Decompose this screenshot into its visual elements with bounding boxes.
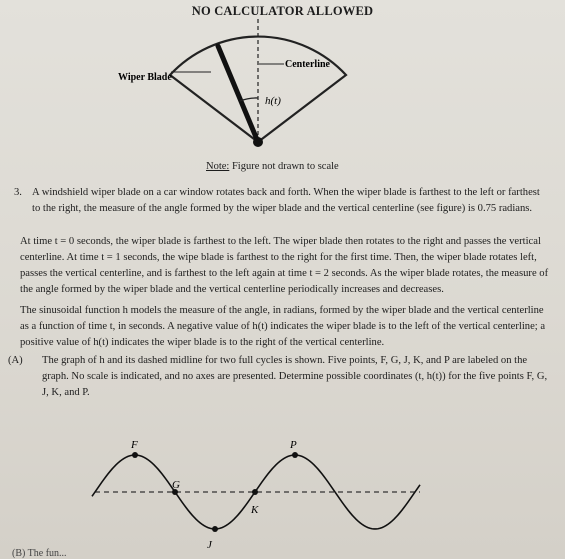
label-J: J bbox=[207, 539, 212, 551]
label-P: P bbox=[290, 439, 297, 451]
part-b-label: (B) bbox=[12, 548, 26, 559]
angle-label: h(t) bbox=[265, 95, 281, 107]
note-prefix: Note: bbox=[206, 161, 230, 172]
problem-number: 3. bbox=[14, 187, 22, 198]
note-text: Figure not drawn to scale bbox=[229, 161, 339, 172]
point-K bbox=[252, 489, 258, 495]
problem-paragraph-2: At time t = 0 seconds, the wiper blade is farthest to the left. The wiper blade then rotates to the right and passes the vertical centerline. At time t = 1 seconds, the wipe blade is farthest to the right for the first time. Then, the wiper blade rotates left, passes the vertical centerline, and is farthest to the left again at time t = 2 seconds. As the wiper blade rotates, the measure of the angle formed by the wiper blade and the vertical centerline periodically increases and decreases. bbox=[20, 236, 549, 295]
centerline-label: Centerline bbox=[285, 59, 330, 70]
part-a-label: (A) bbox=[8, 355, 23, 366]
wiper-blade-label: Wiper Blade bbox=[118, 72, 172, 83]
part-b-text: The fun... bbox=[27, 548, 67, 559]
label-K: K bbox=[251, 504, 259, 516]
point-J bbox=[212, 526, 218, 532]
label-G: G bbox=[172, 479, 180, 491]
part-a-text: The graph of h and its dashed midline for two full cycles is shown. Five points, F, G, J, K, and P are labeled on the graph. No scale is indicated, and no axes are presented. Determine possible coordinates (t, h(t)) for the five points F, G, J, K, and P. bbox=[42, 355, 548, 398]
problem-text-1: A windshield wiper blade on a car window rotates back and forth. When the wiper blade is farthest to the left or farthest to the right, the measure of the angle formed by the wiper blade and the vertical centerline (see figure) is 0.75 radians. bbox=[32, 187, 540, 214]
page-title: NO CALCULATOR ALLOWED bbox=[191, 4, 374, 18]
problem-paragraph-3: The sinusoidal function h models the measure of the angle, in radians, formed by the wiper blade and the vertical centerline as a function of time t, in seconds. A negative value of h(t) indicates the wiper blade is to the left of the vertical centerline; a positive value of h(t) indicates the wiper blade is to the right of the vertical centerline. bbox=[20, 305, 546, 348]
point-F bbox=[132, 452, 138, 458]
label-F: F bbox=[131, 439, 138, 451]
part-b-cutoff bbox=[12, 548, 67, 559]
point-P bbox=[292, 452, 298, 458]
